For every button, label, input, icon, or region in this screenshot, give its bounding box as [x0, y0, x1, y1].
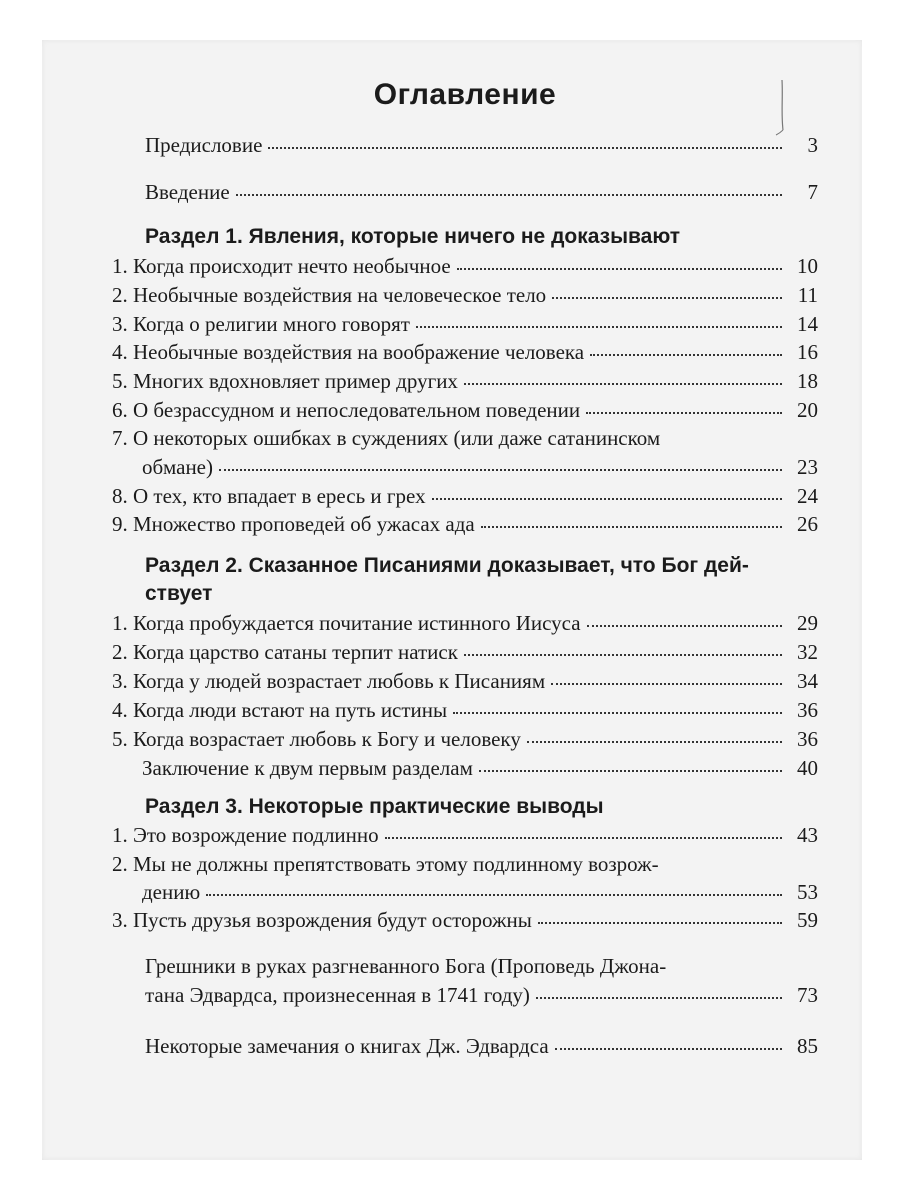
toc-entry-label: тана Эдвардса, произнесенная в 1741 году) — [145, 983, 530, 1007]
toc-entry[interactable] — [112, 823, 818, 853]
toc-entry-page: 29 — [797, 611, 818, 635]
leader-dots — [464, 383, 782, 385]
toc-entry-page: 85 — [797, 1034, 818, 1058]
toc-entry-page: 7 — [807, 180, 818, 204]
toc-entry-label: 3. Когда о религии много говорят — [112, 312, 410, 336]
leader-dots — [385, 837, 782, 839]
leader-dots — [481, 526, 782, 528]
toc-entry-page: 36 — [797, 727, 818, 751]
leader-dots — [457, 268, 782, 270]
section-heading: Раздел 1. Явления, которые ничего не доказывают — [145, 225, 681, 248]
toc-entry-label: Заключение к двум первым разделам — [142, 756, 473, 780]
toc-entry-page: 14 — [797, 312, 818, 336]
toc-entry-label: 2. Когда царство сатаны терпит натиск — [112, 640, 458, 664]
leader-dots — [268, 147, 782, 149]
toc-entry-label: 3. Когда у людей возрастает любовь к Писаниям — [112, 669, 546, 693]
toc-entry[interactable] — [145, 133, 818, 163]
leader-dots — [590, 354, 782, 356]
toc-entry-label: 5. Многих вдохновляет пример других — [112, 369, 458, 393]
toc-entry[interactable] — [112, 908, 818, 938]
leader-dots — [206, 894, 782, 896]
toc-entry-page: 32 — [797, 640, 818, 664]
leader-dots — [464, 654, 782, 656]
leader-dots — [551, 683, 782, 685]
leader-dots — [219, 469, 782, 471]
toc-entry-page: 59 — [797, 908, 818, 932]
toc-entry[interactable] — [145, 983, 818, 1013]
toc-entry[interactable] — [112, 254, 818, 284]
toc-entry[interactable] — [112, 484, 818, 514]
toc-entry[interactable] — [112, 340, 818, 370]
toc-entry[interactable] — [112, 698, 818, 728]
section-heading-continued: ствует — [145, 582, 213, 605]
toc-entry-label: 1. Это возрождение подлинно — [112, 823, 379, 847]
toc-entry-page: 18 — [797, 369, 818, 393]
toc-entry-page: 3 — [807, 133, 818, 157]
toc-entry-page: 40 — [797, 756, 818, 780]
toc-entry-page: 10 — [797, 254, 818, 278]
leader-dots — [538, 922, 782, 924]
toc-entry-label[interactable]: 2. Мы не должны препятствовать этому подлинному возрож- — [112, 852, 659, 876]
leader-dots — [555, 1048, 782, 1050]
toc-entry-label: 9. Множество проповедей об ужасах ада — [112, 512, 475, 536]
leader-dots — [416, 326, 782, 328]
toc-entry-label: 3. Пусть друзья возрождения будут осторожны — [112, 908, 532, 932]
leader-dots — [236, 194, 782, 196]
toc-entry-label: обмане) — [142, 455, 213, 479]
leader-dots — [432, 498, 782, 500]
toc-entry[interactable] — [142, 455, 818, 485]
toc-entry-label: 4. Необычные воздействия на воображение человека — [112, 340, 585, 364]
leader-dots — [527, 741, 782, 743]
toc-entry[interactable] — [142, 756, 818, 786]
toc-entry-label: 2. Необычные воздействия на человеческое тело — [112, 283, 547, 307]
toc-entry-page: 11 — [797, 283, 818, 307]
toc-entry[interactable] — [142, 880, 818, 910]
toc-entry-label: дению — [142, 880, 201, 904]
section-heading: Раздел 3. Некоторые практические выводы — [145, 795, 604, 818]
toc-entry-label: 8. О тех, кто впадает в ересь и грех — [112, 484, 426, 508]
toc-entry[interactable] — [112, 640, 818, 670]
leader-dots — [586, 412, 782, 414]
toc-entry-label: 4. Когда люди встают на путь истины — [112, 698, 448, 722]
toc-entry-label[interactable]: Грешники в руках разгневанного Бога (Проповедь Джона- — [145, 954, 667, 978]
toc-entry[interactable] — [112, 283, 818, 313]
leader-dots — [479, 770, 782, 772]
toc-entry[interactable] — [112, 312, 818, 342]
toc-entry[interactable] — [145, 1034, 818, 1064]
toc-entry[interactable] — [145, 180, 818, 210]
leader-dots — [552, 297, 782, 299]
toc-entry-label: 1. Когда пробуждается почитание истинного Иисуса — [112, 611, 581, 635]
toc-entry-label: Предисловие — [145, 133, 263, 157]
toc-entry-label: Введение — [145, 180, 230, 204]
toc-entry-label: Некоторые замечания о книгах Дж. Эдвардса — [145, 1034, 549, 1058]
toc-entry-page: 24 — [797, 484, 818, 508]
toc-entry[interactable] — [112, 669, 818, 699]
toc-entry-page: 43 — [797, 823, 818, 847]
toc-entry-label: 1. Когда происходит нечто необычное — [112, 254, 451, 278]
toc-entry-page: 23 — [797, 455, 818, 479]
page-title: Оглавление — [373, 78, 557, 111]
toc-entry[interactable] — [112, 512, 818, 542]
toc-entry-page: 16 — [797, 340, 818, 364]
toc-entry[interactable] — [112, 727, 818, 757]
leader-dots — [587, 625, 782, 627]
toc-entry-page: 20 — [797, 398, 818, 422]
leader-dots — [536, 997, 782, 999]
toc-entry-page: 53 — [797, 880, 818, 904]
toc-entry-label: 5. Когда возрастает любовь к Богу и человеку — [112, 727, 521, 751]
toc-entry-page: 73 — [797, 983, 818, 1007]
section-heading: Раздел 2. Сказанное Писаниями доказывает, что Бог дей- — [145, 554, 749, 577]
toc-entry[interactable] — [112, 369, 818, 399]
leader-dots — [453, 712, 782, 714]
toc-entry[interactable] — [112, 398, 818, 428]
toc-entry-page: 34 — [797, 669, 818, 693]
toc-entry-page: 36 — [797, 698, 818, 722]
toc-entry[interactable] — [112, 611, 818, 641]
toc-entry-label: 6. О безрассудном и непоследовательном поведении — [112, 398, 581, 422]
toc-entry-page: 26 — [797, 512, 818, 536]
toc-entry-label[interactable]: 7. О некоторых ошибках в суждениях (или даже сатанинском — [112, 426, 661, 450]
